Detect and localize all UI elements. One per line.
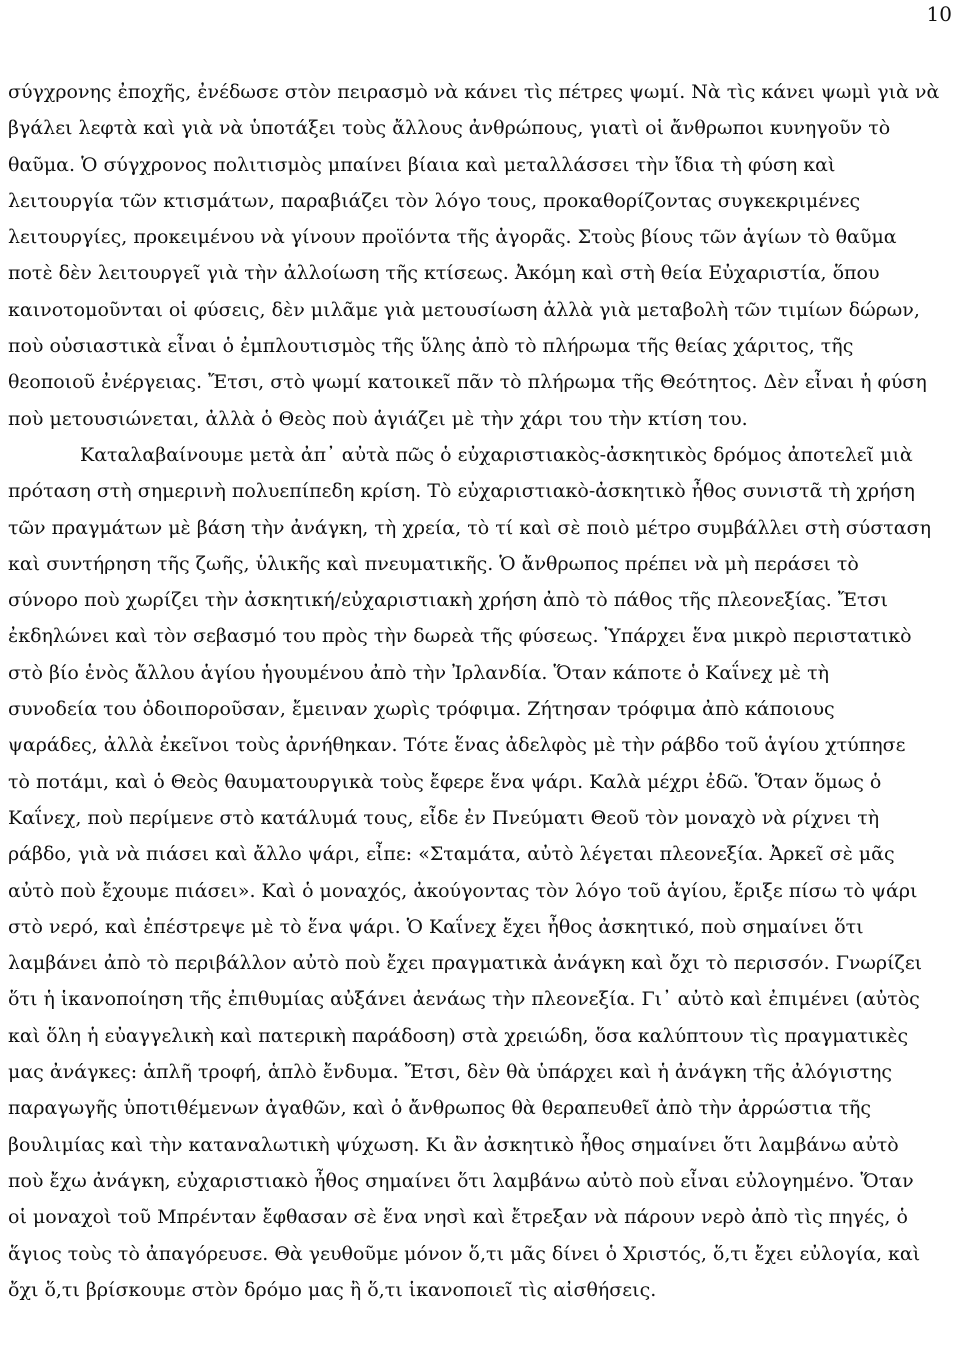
text-line: σύνορο ποὺ χωρίζει τὴν ἀσκητική/εὐχαριστιακὴ χρήση ἀπὸ τὸ πάθος τῆς πλεονεξίας. Ἔτσι [8,589,888,612]
text-line: ποὺ μετουσιώνεται, ἀλλὰ ὁ Θεὸς ποὺ ἁγιάζει μὲ τὴν χάρι του τὴν κτίση του. [8,407,748,430]
text-line: βγάλει λεφτὰ καὶ γιὰ νὰ ὑποτάξει τοὺς ἄλλους ἀνθρώπους, γιατὶ οἱ ἄνθρωποι κυνηγοῦν τὸ [8,117,891,140]
text-line: συνοδεία του ὁδοιποροῦσαν, ἔμειναν χωρὶς τρόφιμα. Ζήτησαν τρόφιμα ἀπὸ κάποιους [8,698,835,721]
text-line: θαῦμα. Ὁ σύγχρονος πολιτισμὸς μπαίνει βίαια καὶ μεταλλάσσει τὴν ἴδια τὴ φύση καὶ [8,153,836,176]
text-line: λαμβάνει ἀπὸ τὸ περιβάλλον αὐτὸ ποὺ ἔχει πραγματικὰ ἀνάγκη καὶ ὄχι τὸ περισσόν. Γνωρίζει [8,952,923,975]
text-line: σύγχρονης ἐποχῆς, ἐνέδωσε στὸν πειρασμὸ νὰ κάνει τὶς πέτρες ψωμί. Νὰ τὶς κάνει ψωμὶ γιὰ νὰ [8,81,940,103]
text-line: καὶ συντήρηση τῆς ζωῆς, ὑλικῆς καὶ πνευματικῆς. Ὁ ἄνθρωπος πρέπει νὰ μὴ περάσει τὸ [8,552,859,575]
text-line: στὸ νερό, καὶ ἐπέστρεψε μὲ τὸ ἕνα ψάρι. Ὁ Καΐνεχ ἔχει ἦθος ἀσκητικό, ποὺ σημαίνει ὅτι [8,915,864,938]
text-line: τῶν πραγμάτων μὲ βάση τὴν ἀνάγκη, τὴ χρεία, τὸ τί καὶ σὲ ποιὸ μέτρο συμβάλλει στὴ σύσταση [8,516,931,539]
text-line: παραγωγῆς ὑποτιθέμενων ἀγαθῶν, καὶ ὁ ἄνθρωπος θὰ θεραπευθεῖ ἀπὸ τὴν ἀρρώστια τῆς [8,1097,871,1120]
text-line: Καΐνεχ, ποὺ περίμενε στὸ κατάλυμά τους, εἶδε ἐν Πνεύματι Θεοῦ τὸν μοναχὸ νὰ ρίχνει τὴ [8,806,880,829]
text-line: καινοτομοῦνται οἱ φύσεις, δὲν μιλᾶμε γιὰ μετουσίωση ἀλλὰ γιὰ μεταβολὴ τῶν τιμίων δώρων, [8,298,920,321]
paragraph-start-line: Καταλαβαίνουμε μετὰ ἀπ᾽ αὐτὰ πῶς ὁ εὐχαριστιακὸς-ἀσκητικὸς δρόμος ἀποτελεῖ μιὰ [80,443,913,466]
text-line: ποὺ ἔχω ἀνάγκη, εὐχαριστιακὸ ἦθος σημαίνει ὅτι λαμβάνω αὐτὸ ποὺ εἶναι εὐλογημένο. Ὅταν [8,1169,914,1192]
text-line: ψαράδες, ἀλλὰ ἐκεῖνοι τοὺς ἀρνήθηκαν. Τότε ἕνας ἀδελφὸς μὲ τὴν ράβδο τοῦ ἁγίου χτύπησε [8,734,906,757]
text-line: αὐτὸ ποὺ ἔχουμε πιάσει». Καὶ ὁ μοναχός, ἀκούγοντας τὸν λόγο τοῦ ἁγίου, ἔριξε πίσω τὸ ψάρι [8,879,918,902]
text-line: ὄχι ὅ,τι βρίσκουμε στὸν δρόμο μας ἢ ὅ,τι ἱκανοποιεῖ τὶς αἰσθήσεις. [8,1278,657,1301]
text-line: ποτὲ δὲν λειτουργεῖ γιὰ τὴν ἀλλοίωση τῆς κτίσεως. Ἀκόμη καὶ στὴ θεία Εὐχαριστία, ὅπου [8,262,880,285]
text-line: μας ἀνάγκες: ἁπλῆ τροφή, ἁπλὸ ἔνδυμα. Ἔτσι, δὲν θὰ ὑπάρχει καὶ ἡ ἀνάγκη τῆς ἀλόγιστης [8,1061,892,1084]
text-line: ἅγιος τοὺς τὸ ἀπαγόρευσε. Θὰ γευθοῦμε μόνον ὅ,τι μᾶς δίνει ὁ Χριστός, ὅ,τι ἔχει εὐλογία, καὶ [8,1242,921,1265]
page-number: 10 [926,2,952,26]
text-line: ὅτι ἡ ἱκανοποίηση τῆς ἐπιθυμίας αὐξάνει ἀενάως τὴν πλεονεξία. Γι᾽ αὐτὸ καὶ ἐπιμένει (αὐτὸς [8,988,920,1011]
text-line: ράβδο, γιὰ νὰ πιάσει καὶ ἄλλο ψάρι, εἶπε: «Σταμάτα, αὐτὸ λέγεται πλεονεξία. Ἀρκεῖ σὲ μᾶς [8,843,895,866]
text-line: τὸ ποτάμι, καὶ ὁ Θεὸς θαυματουργικὰ τοὺς ἔφερε ἕνα ψάρι. Καλὰ μέχρι ἐδῶ. Ὅταν ὅμως ὁ [8,770,882,793]
text-line: ἐκδηλώνει καὶ τὸν σεβασμό του πρὸς τὴν δωρεὰ τῆς φύσεως. Ὑπάρχει ἕνα μικρὸ περιστατικὸ [8,625,912,648]
body-text [8,74,952,1308]
text-line: οἱ μοναχοὶ τοῦ Μπρένταν ἔφθασαν σὲ ἕνα νησὶ καὶ ἔτρεξαν νὰ πάρουν νερὸ ἀπὸ τὶς πηγές, ὁ [8,1206,908,1229]
text-line: λειτουργίες, προκειμένου νὰ γίνουν προϊόντα τῆς ἀγορᾶς. Στοὺς βίους τῶν ἁγίων τὸ θαῦμα [8,226,897,249]
text-line: στὸ βίο ἑνὸς ἄλλου ἁγίου ἡγουμένου ἀπὸ τὴν Ἰρλανδία. Ὅταν κάποτε ὁ Καΐνεχ μὲ τὴ [8,661,830,684]
text-line: βουλιμίας καὶ τὴν καταναλωτικὴ ψύχωση. Κι ἂν ἀσκητικὸ ἦθος σημαίνει ὅτι λαμβάνω αὐτὸ [8,1133,899,1156]
text-line: πρόταση στὴ σημερινὴ πολυεπίπεδη κρίση. Τὸ εὐχαριστιακὸ-ἀσκητικὸ ἦθος συνιστᾶ τὴ χρήση [8,480,915,503]
text-line: ποὺ οὐσιαστικὰ εἶναι ὁ ἐμπλουτισμὸς τῆς ὕλης ἀπὸ τὸ πλήρωμα τῆς θείας χάριτος, τῆς [8,335,854,358]
text-line: θεοποιοῦ ἐνέργειας. Ἔτσι, στὸ ψωμί κατοικεῖ πᾶν τὸ πλήρωμα τῆς Θεότητος. Δὲν εἶναι ἡ φύση [8,371,927,394]
text-line: λειτουργία τῶν κτισμάτων, παραβιάζει τὸν λόγο τους, προκαθορίζοντας συγκεκριμένες [8,189,861,212]
text-line: καὶ ὅλη ἡ εὐαγγελικὴ καὶ πατερικὴ παράδοση) στὰ χρειώδη, ὅσα καλύπτουν τὶς πραγματικὲς [8,1024,909,1047]
